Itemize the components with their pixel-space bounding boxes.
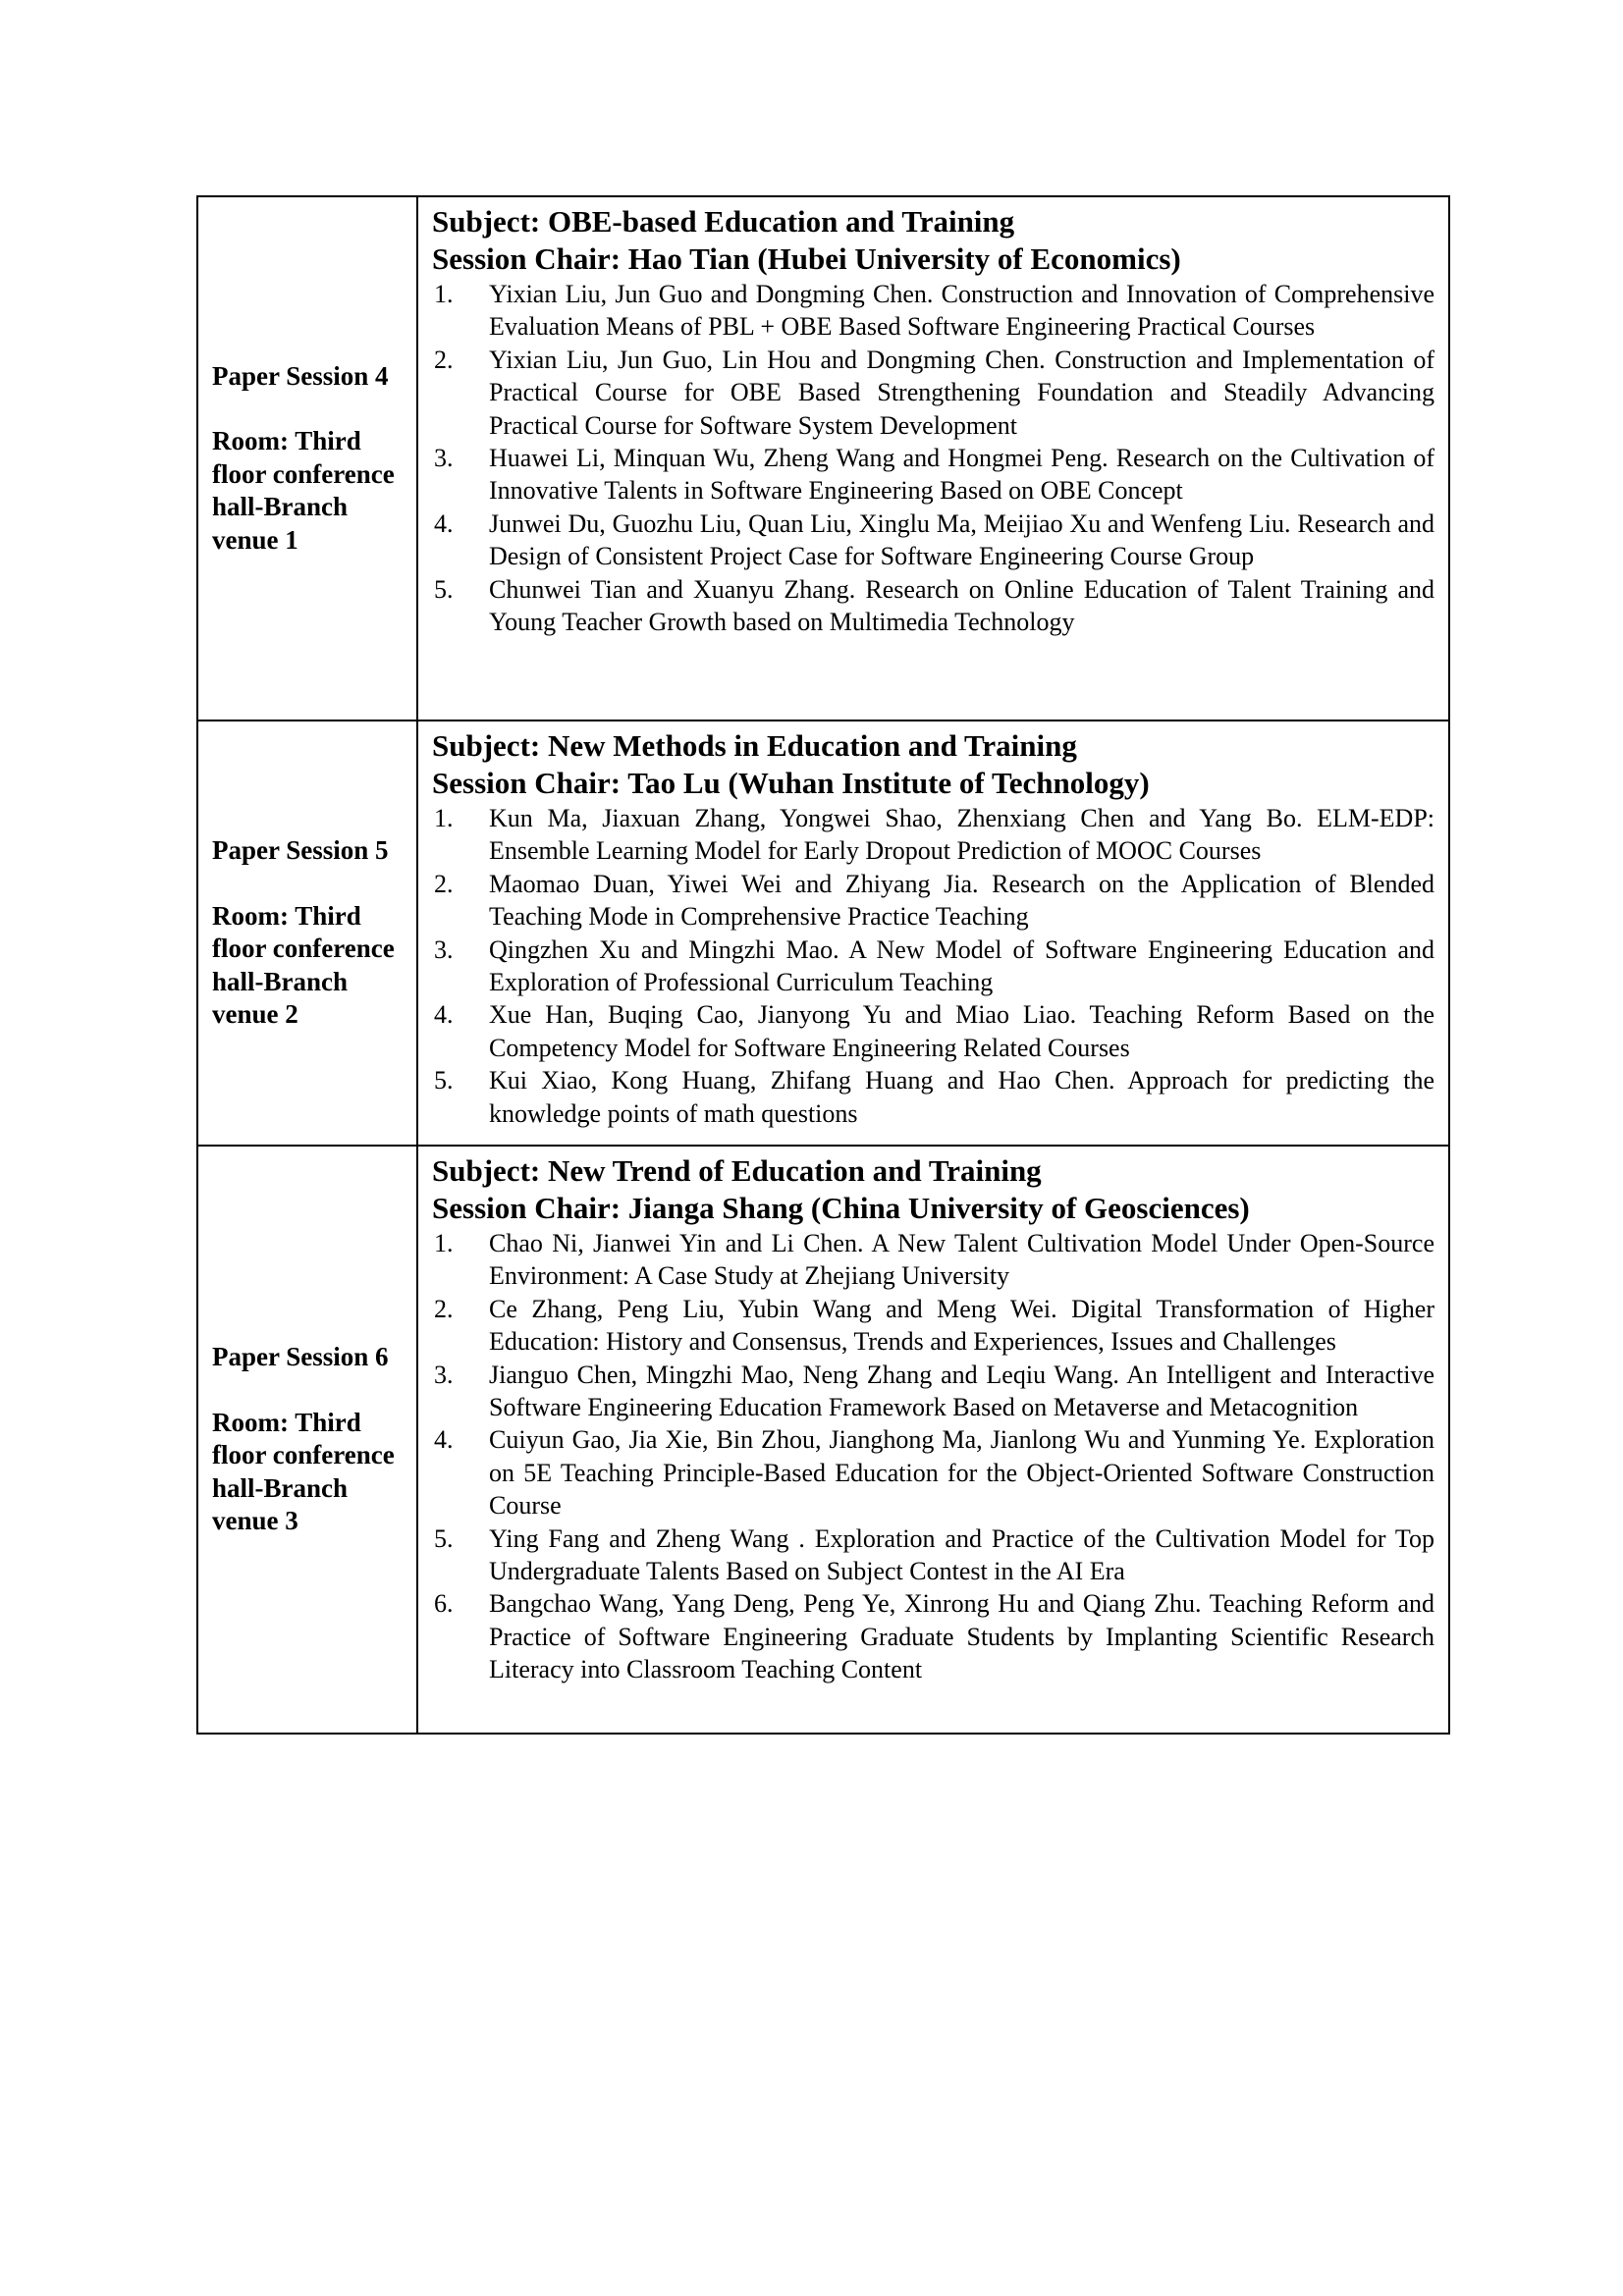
paper-text: Cuiyun Gao, Jia Xie, Bin Zhou, Jianghong Ma, Jianlong Wu and Yunming Ye. Exploration on 5E Teaching Principle-Based Education for the Object-Oriented Software Construction Course — [489, 1425, 1434, 1521]
paper-item — [432, 868, 1434, 934]
paper-item — [432, 802, 1434, 868]
paper-text: Ying Fang and Zheng Wang . Exploration and Practice of the Cultivation Model for Top Undergraduate Talents Based on Subject Contest in the AI Era — [489, 1523, 1434, 1586]
session-details-cell — [417, 1146, 1449, 1734]
paper-number: 2. — [434, 869, 454, 898]
session-name: Paper Session 6 — [212, 1342, 389, 1372]
paper-number: 1. — [434, 280, 454, 308]
paper-item — [432, 1227, 1434, 1293]
paper-item — [432, 1293, 1434, 1359]
paper-text: Kun Ma, Jiaxuan Zhang, Yongwei Shao, Zhenxiang Chen and Yang Bo. ELM-EDP: Ensemble Learning Model for Early Dropout Prediction of MOOC Courses — [489, 804, 1434, 866]
paper-number: 4. — [434, 508, 454, 538]
paper-text: Ce Zhang, Peng Liu, Yubin Wang and Meng Wei. Digital Transformation of Higher Education: History and Consensus, Trends and Experiences, Issues and Challenges — [489, 1294, 1434, 1357]
session-row — [197, 1146, 1449, 1734]
paper-list — [432, 1227, 1434, 1686]
session-program-table — [196, 195, 1450, 1735]
paper-text: Yixian Liu, Jun Guo and Dongming Chen. Construction and Innovation of Comprehensive Evaluation Means of PBL + OBE Based Software Engineering Practical Courses — [489, 280, 1434, 342]
session-info-cell — [197, 196, 417, 721]
session-details-cell — [417, 196, 1449, 721]
paper-number: 5. — [434, 1523, 454, 1553]
session-subject: Subject: OBE-based Education and Training — [432, 204, 1015, 239]
paper-item — [432, 1522, 1434, 1588]
session-info-cell — [197, 721, 417, 1146]
session-room: Room: Third floor conference hall-Branch venue 3 — [212, 1407, 395, 1536]
paper-item — [432, 344, 1434, 442]
paper-number: 2. — [434, 1294, 454, 1323]
paper-list — [432, 802, 1434, 1130]
paper-number: 3. — [434, 1360, 454, 1389]
paper-item — [432, 1359, 1434, 1424]
session-chair: Session Chair: Hao Tian (Hubei University of Economics) — [432, 241, 1181, 276]
paper-number: 4. — [434, 1000, 454, 1030]
session-info-cell — [197, 1146, 417, 1734]
paper-number: 3. — [434, 444, 454, 473]
paper-number: 1. — [434, 1229, 454, 1257]
paper-item — [432, 934, 1434, 999]
paper-text: Qingzhen Xu and Mingzhi Mao. A New Model of Software Engineering Education and Exploration of Professional Curriculum Teaching — [489, 934, 1434, 997]
paper-item — [432, 573, 1434, 639]
session-row — [197, 196, 1449, 721]
paper-number: 1. — [434, 804, 454, 832]
paper-item — [432, 998, 1434, 1064]
session-subject: Subject: New Methods in Education and Training — [432, 728, 1077, 763]
paper-text: Yixian Liu, Jun Guo, Lin Hou and Dongming Chen. Construction and Implementation of Practical Course for OBE Based Strengthening Foundation and Steadily Advancing Practical Course for Software System Development — [489, 345, 1434, 440]
paper-item — [432, 442, 1434, 507]
paper-text: Chunwei Tian and Xuanyu Zhang. Research on Online Education of Talent Training and Young Teacher Growth based on Multimedia Technology — [489, 574, 1434, 637]
paper-list — [432, 278, 1434, 638]
session-chair: Session Chair: Jianga Shang (China University of Geosciences) — [432, 1191, 1250, 1225]
session-row — [197, 721, 1449, 1146]
session-details-cell — [417, 721, 1449, 1146]
paper-number: 4. — [434, 1425, 454, 1455]
paper-text: Kui Xiao, Kong Huang, Zhifang Huang and Hao Chen. Approach for predicting the knowledge points of math questions — [489, 1066, 1434, 1128]
paper-text: Maomao Duan, Yiwei Wei and Zhiyang Jia. Research on the Application of Blended Teaching Mode in Comprehensive Practice Teaching — [489, 869, 1434, 932]
paper-text: Xue Han, Buqing Cao, Jianyong Yu and Miao Liao. Teaching Reform Based on the Competency Model for Software Engineering Related Courses — [489, 1000, 1434, 1062]
session-chair: Session Chair: Tao Lu (Wuhan Institute of Technology) — [432, 766, 1150, 800]
paper-number: 2. — [434, 345, 454, 374]
session-name: Paper Session 5 — [212, 835, 389, 866]
session-room: Room: Third floor conference hall-Branch venue 2 — [212, 900, 395, 1030]
paper-item — [432, 1064, 1434, 1130]
paper-item — [432, 507, 1434, 573]
paper-item — [432, 1587, 1434, 1685]
paper-text: Chao Ni, Jianwei Yin and Li Chen. A New Talent Cultivation Model Under Open-Source Environment: A Case Study at Zhejiang University — [489, 1229, 1434, 1291]
paper-number: 3. — [434, 934, 454, 964]
session-name: Paper Session 4 — [212, 360, 389, 391]
paper-text: Huawei Li, Minquan Wu, Zheng Wang and Hongmei Peng. Research on the Cultivation of Innovative Talents in Software Engineering Based on OBE Concept — [489, 444, 1434, 506]
paper-number: 6. — [434, 1589, 454, 1619]
paper-text: Jianguo Chen, Mingzhi Mao, Neng Zhang and Leqiu Wang. An Intelligent and Interactive Software Engineering Education Framework Based on Metaverse and Metacognition — [489, 1360, 1434, 1422]
paper-text: Junwei Du, Guozhu Liu, Quan Liu, Xinglu Ma, Meijiao Xu and Wenfeng Liu. Research and Design of Consistent Project Case for Software Engineering Course Group — [489, 508, 1434, 571]
paper-item — [432, 278, 1434, 344]
session-subject: Subject: New Trend of Education and Training — [432, 1153, 1042, 1188]
paper-item — [432, 1423, 1434, 1522]
paper-number: 5. — [434, 1066, 454, 1095]
session-room: Room: Third floor conference hall-Branch venue 1 — [212, 426, 395, 555]
paper-text: Bangchao Wang, Yang Deng, Peng Ye, Xinrong Hu and Qiang Zhu. Teaching Reform and Practice of Software Engineering Graduate Students by Implanting Scientific Research Literacy into Classroom Teaching Content — [489, 1589, 1434, 1684]
paper-number: 5. — [434, 574, 454, 604]
